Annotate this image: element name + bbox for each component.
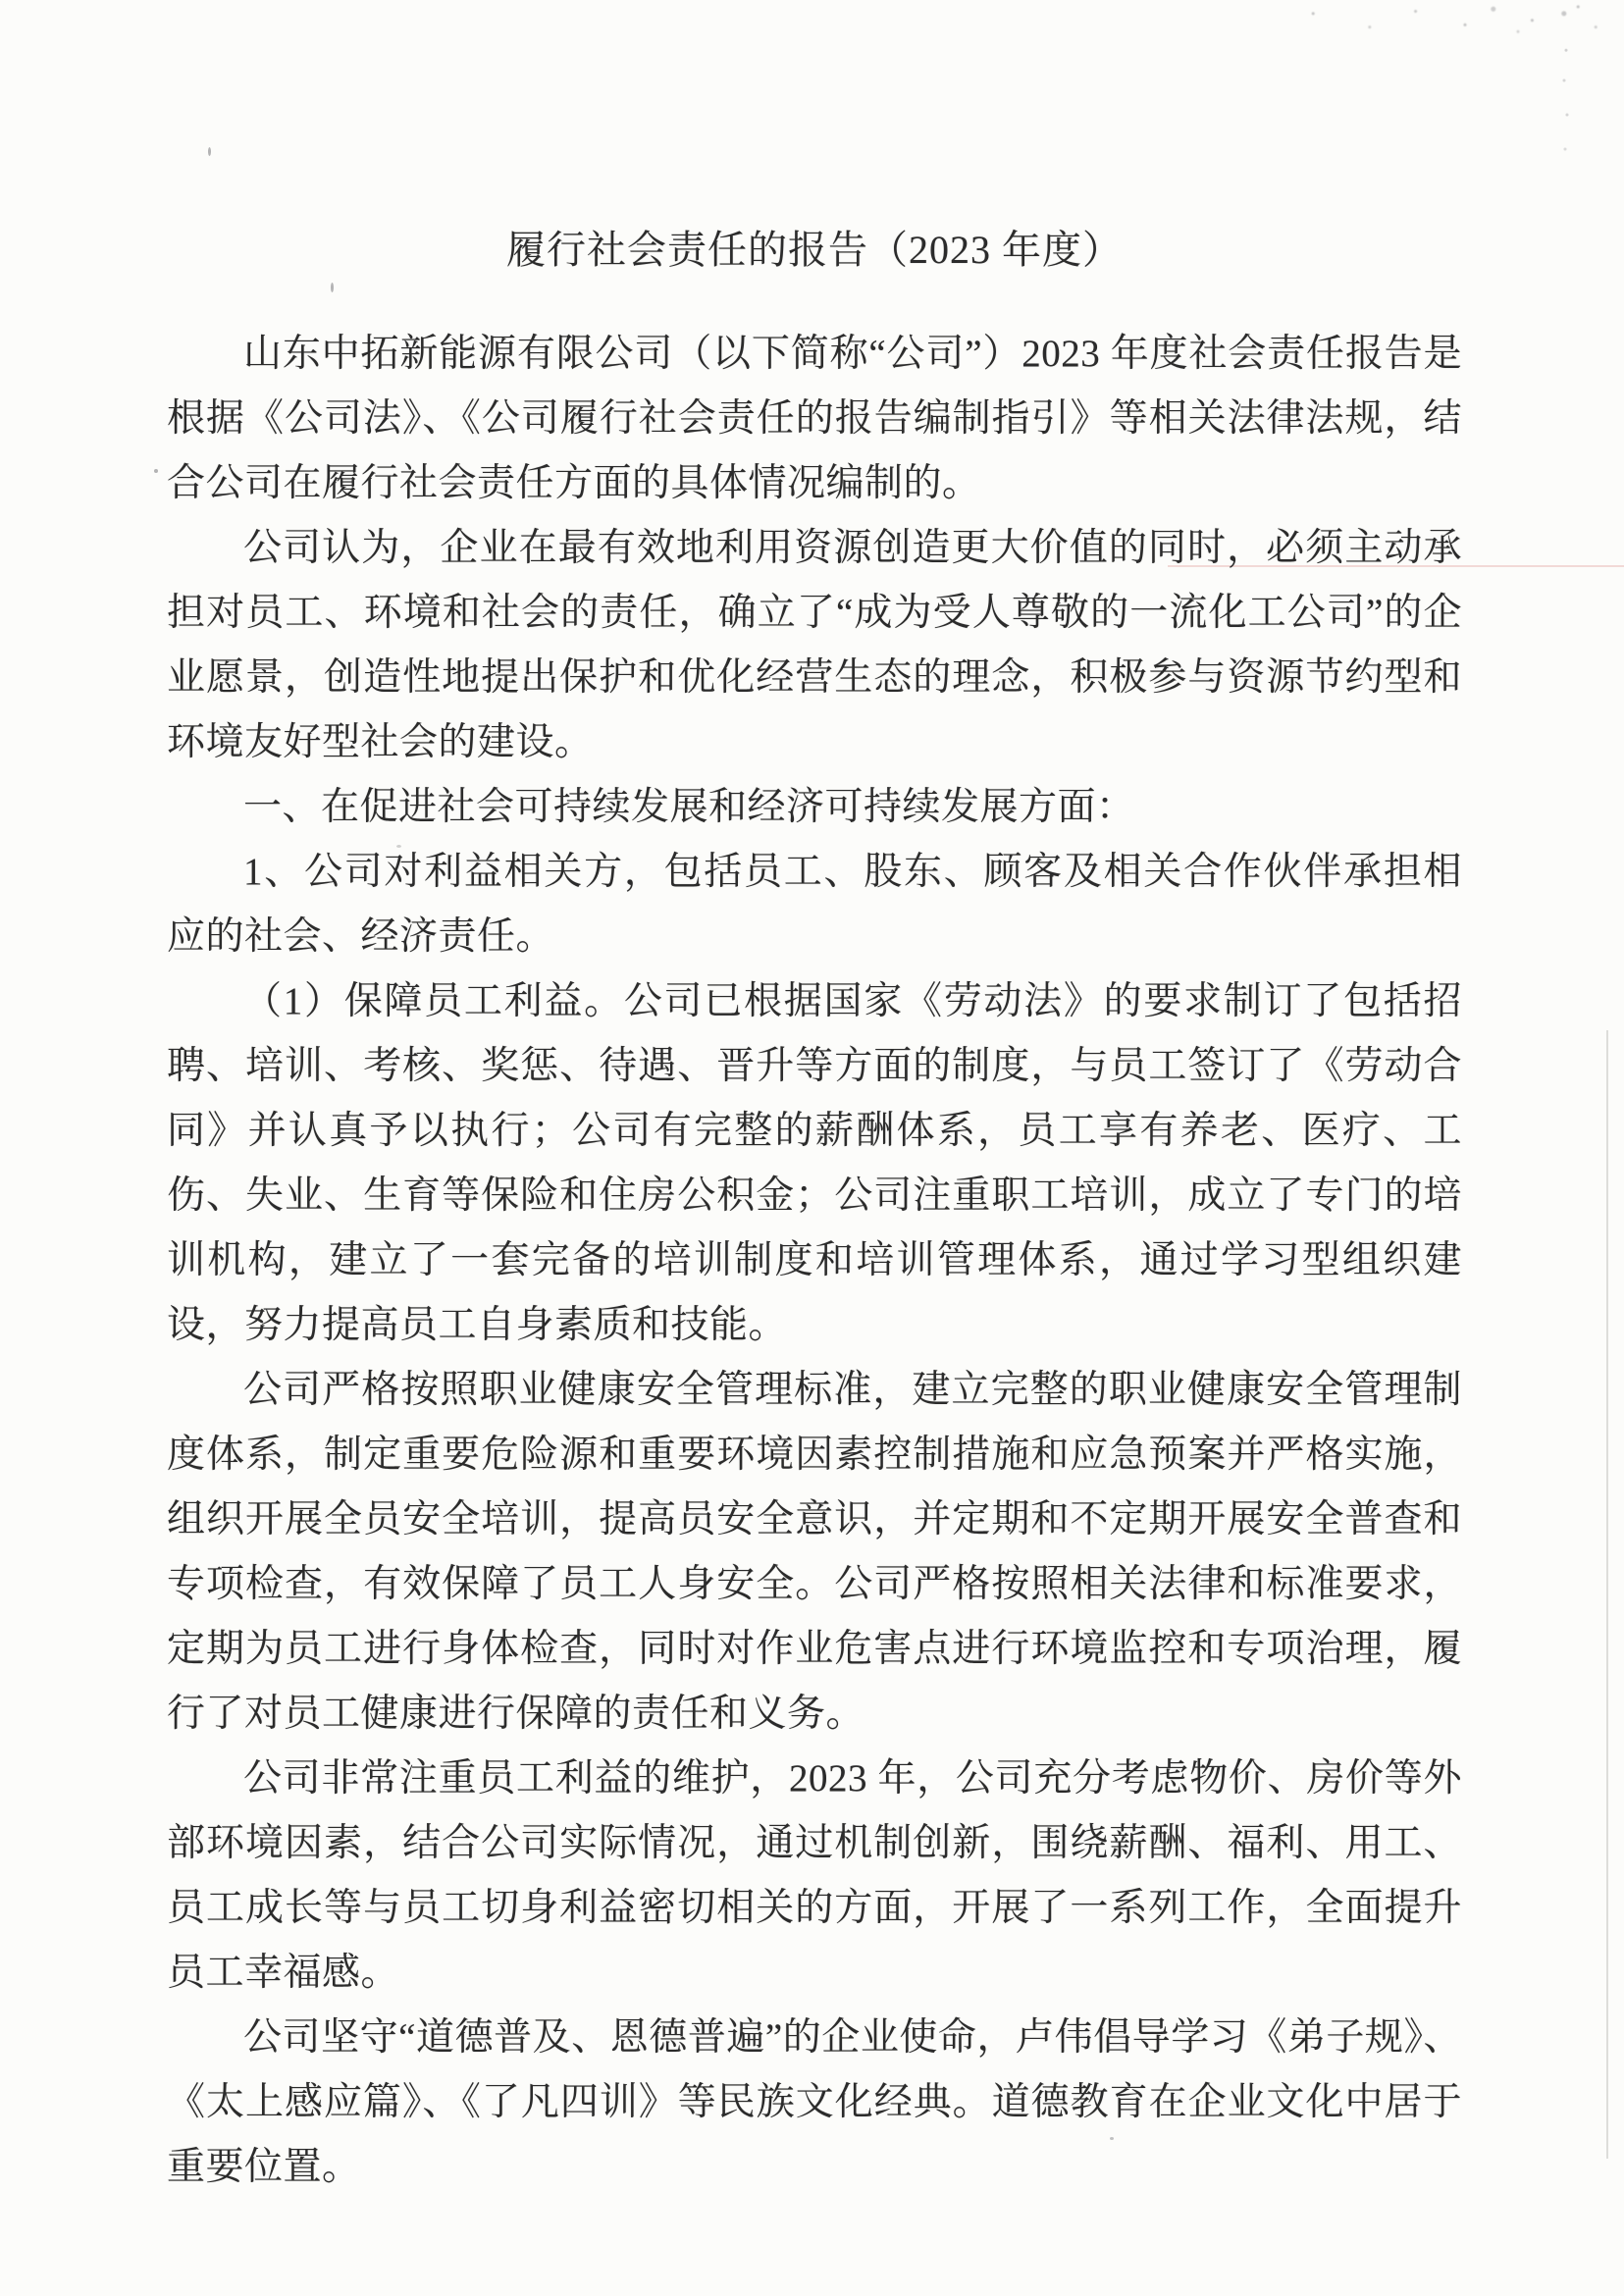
document-title: 履行社会责任的报告（2023 年度） — [506, 228, 1123, 272]
paragraph-employee-welfare: 公司非常注重员工利益的维护，2023 年，公司充分考虑物价、房价等外部环境因素，结合公司实际情况，通过机制创新，围绕薪酬、福利、用工、员工成长等与员工切身利益密切相关的方面，开展了一系列工作，全面提升员工幸福感。 — [167, 1757, 1462, 1994]
paragraph-culture: 公司坚守“道德普及、恩德普遍”的企业使命，卢伟倡导学习《弟子规》、《太上感应篇》、《了凡四训》等民族文化经典。道德教育在企业文化中居于重要位置。 — [167, 2016, 1462, 2188]
scan-dot — [154, 469, 158, 473]
scan-noise-top-right — [1271, 0, 1624, 45]
scan-edge-line — [1606, 1030, 1608, 2159]
paragraph-company-view: 公司认为，企业在最有效地利用资源创造更大价值的同时，必须主动承担对员工、环境和社会的责任，确立了“成为受人尊敬的一流化工公司”的企业愿景，创造性地提出保护和优化经营生态的理念，积极参与资源节约型和环境友好型社会的建设。 — [167, 527, 1462, 763]
scan-dot — [208, 147, 211, 156]
scan-noise-speckles — [1561, 39, 1571, 177]
paragraph-item-1: 1、公司对利益相关方，包括员工、股东、顾客及相关合作伙伴承担相应的社会、经济责任。 — [167, 851, 1462, 958]
paragraph-employee-rights: （1）保障员工利益。公司已根据国家《劳动法》的要求制订了包括招聘、培训、考核、奖惩、待遇、晋升等方面的制度，与员工签订了《劳动合同》并认真予以执行；公司有完整的薪酬体系，员工享有养老、医疗、工伤、失业、生育等保险和住房公积金；公司注重职工培训，成立了专门的培训机构，建立了一套完备的培训制度和培训管理体系，通过学习型组织建设，努力提高员工自身素质和技能。 — [167, 980, 1462, 1346]
paragraph-health-safety: 公司严格按照职业健康安全管理标准，建立完整的职业健康安全管理制度体系，制定重要危险源和重要环境因素控制措施和应急预案并严格实施，组织开展全员安全培训，提高员安全意识，并定期和不定期开展安全普查和专项检查，有效保障了员工人身安全。公司严格按照相关法律和标准要求，定期为员工进行身体检查，同时对作业危害点进行环境监控和专项治理，履行了对员工健康进行保障的责任和义务。 — [167, 1369, 1462, 1735]
document-content — [167, 218, 1462, 2200]
section-heading-1: 一、在促进社会可持续发展和经济可持续发展方面： — [243, 786, 1135, 828]
paragraph-intro: 山东中拓新能源有限公司（以下简称“公司”）2023 年度社会责任报告是根据《公司法》、《公司履行社会责任的报告编制指引》等相关法律法规，结合公司在履行社会责任方面的具体情况编制的。 — [167, 333, 1462, 504]
